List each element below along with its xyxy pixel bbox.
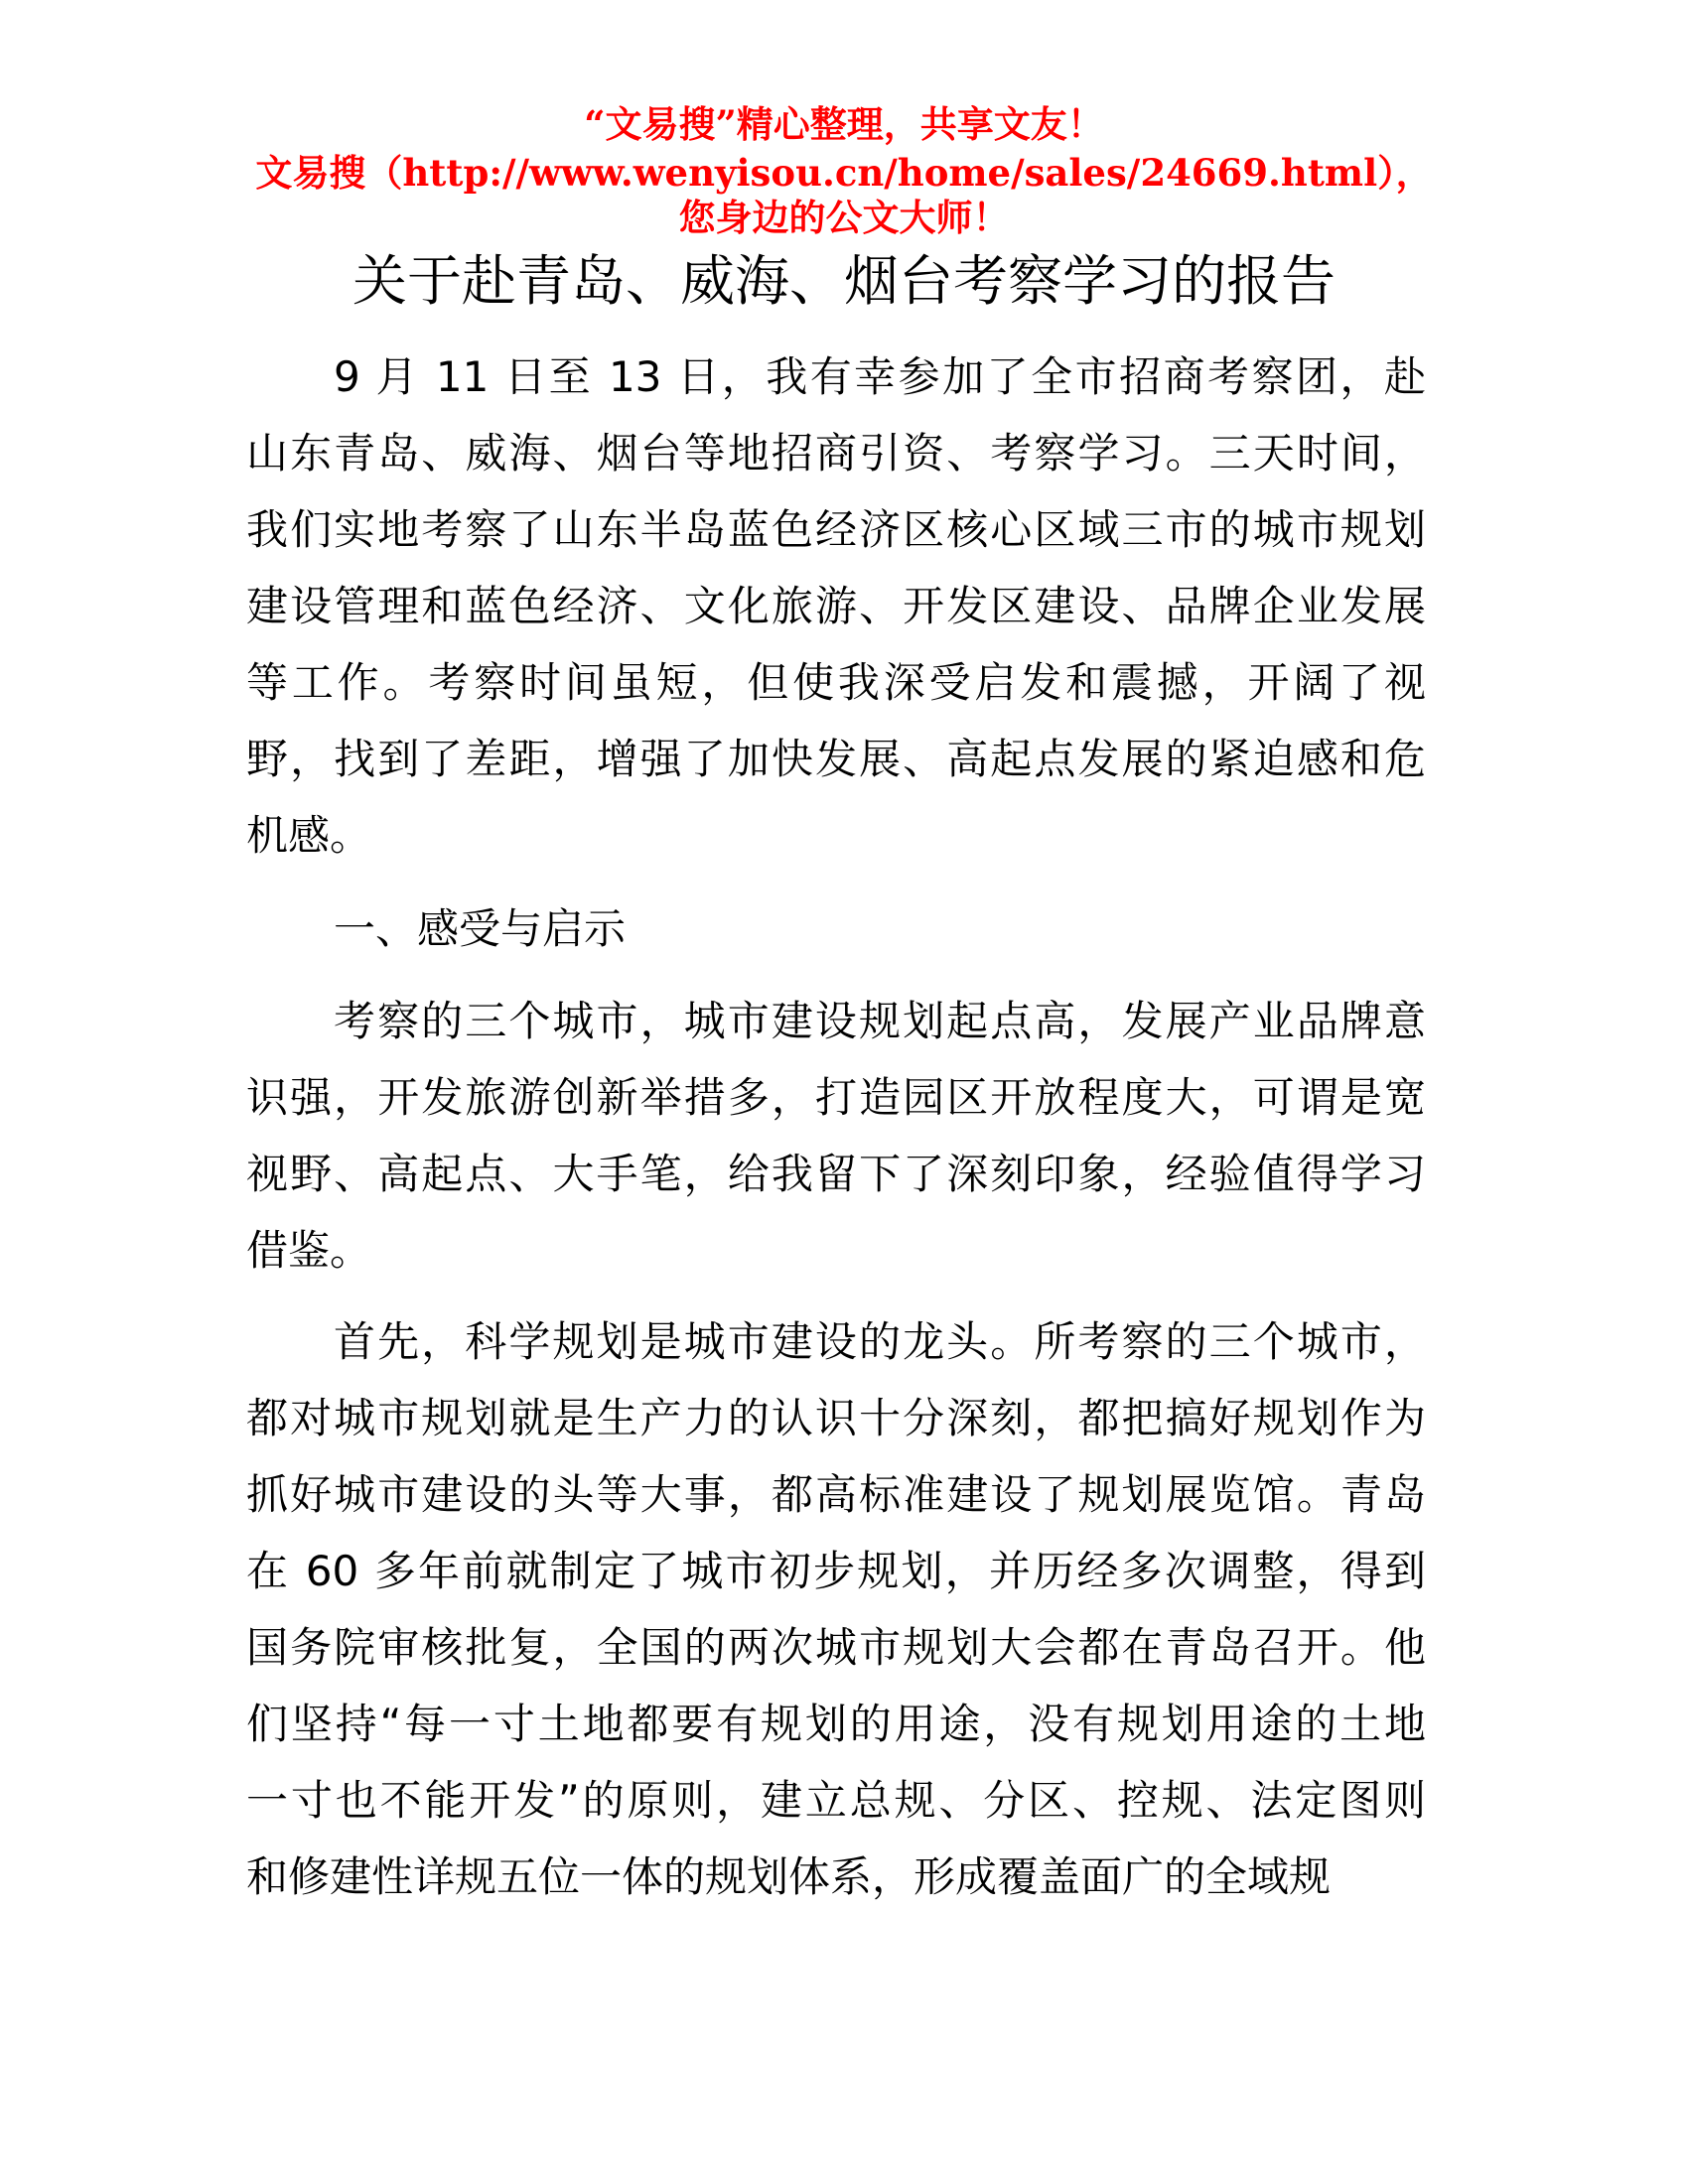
text-line: 首先，科学规划是城市建设的龙头。所考察的三个城市，: [334, 1317, 1426, 1366]
document-title: 关于赴青岛、威海、烟台考察学习的报告: [352, 249, 1336, 313]
text-line: 山东青岛、威海、烟台等地招商引资、考察学习。三天时间，: [246, 429, 1426, 478]
text-line: 国务院审核批复，全国的两次城市规划大会都在青岛召开。他: [246, 1623, 1426, 1672]
promo-line-3: 您身边的公文大师！: [678, 196, 1010, 239]
text-line: 们坚持“每一寸土地都要有规划的用途，没有规划用途的土地: [246, 1700, 1426, 1748]
text-line: 建设管理和蓝色经济、文化旅游、开发区建设、品牌企业发展: [246, 582, 1426, 630]
promo-line-1: “文易搜”精心整理，共享文友！: [584, 102, 1104, 146]
text-line: 在 60 多年前就制定了城市初步规划，并历经多次调整，得到: [246, 1547, 1426, 1595]
text-line: 9 月 11 日至 13 日，我有幸参加了全市招商考察团，赴: [334, 352, 1426, 401]
text-line: 视野、高起点、大手笔，给我留下了深刻印象，经验值得学习: [246, 1150, 1426, 1198]
text-line: 识强，开发旅游创新举措多，打造园区开放程度大，可谓是宽: [246, 1073, 1426, 1122]
text-line: 都对城市规划就是生产力的认识十分深刻，都把搞好规划作为: [246, 1394, 1426, 1442]
text-line: 等工作。考察时间虽短，但使我深受启发和震撼，开阔了视: [246, 658, 1426, 707]
text-line: 我们实地考察了山东半岛蓝色经济区核心区域三市的城市规划: [246, 505, 1426, 554]
text-line: 考察的三个城市，城市建设规划起点高，发展产业品牌意: [334, 997, 1426, 1045]
section-heading: [246, 890, 1426, 967]
text-line: 和修建性详规五位一体的规划体系，形成覆盖面广的全域规: [246, 1852, 1332, 1901]
text-line: 野，找到了差距，增强了加快发展、高起点发展的紧迫感和危: [246, 735, 1426, 783]
promo-line-2-url: 文易搜（http://www.wenyisou.cn/home/sales/24669.html），: [255, 151, 1433, 195]
paragraph-planning: [246, 1303, 1426, 1915]
text-line: 机感。: [246, 811, 372, 860]
text-line: 一寸也不能开发”的原则，建立总规、分区、控规、法定图则: [246, 1776, 1426, 1825]
paragraph-intro: [246, 339, 1426, 874]
paragraph-impressions: [246, 983, 1426, 1289]
text-line: 抓好城市建设的头等大事，都高标准建设了规划展览馆。青岛: [246, 1470, 1426, 1519]
text-line: 借鉴。: [246, 1226, 372, 1275]
text-line: 一、感受与启示: [334, 904, 627, 953]
